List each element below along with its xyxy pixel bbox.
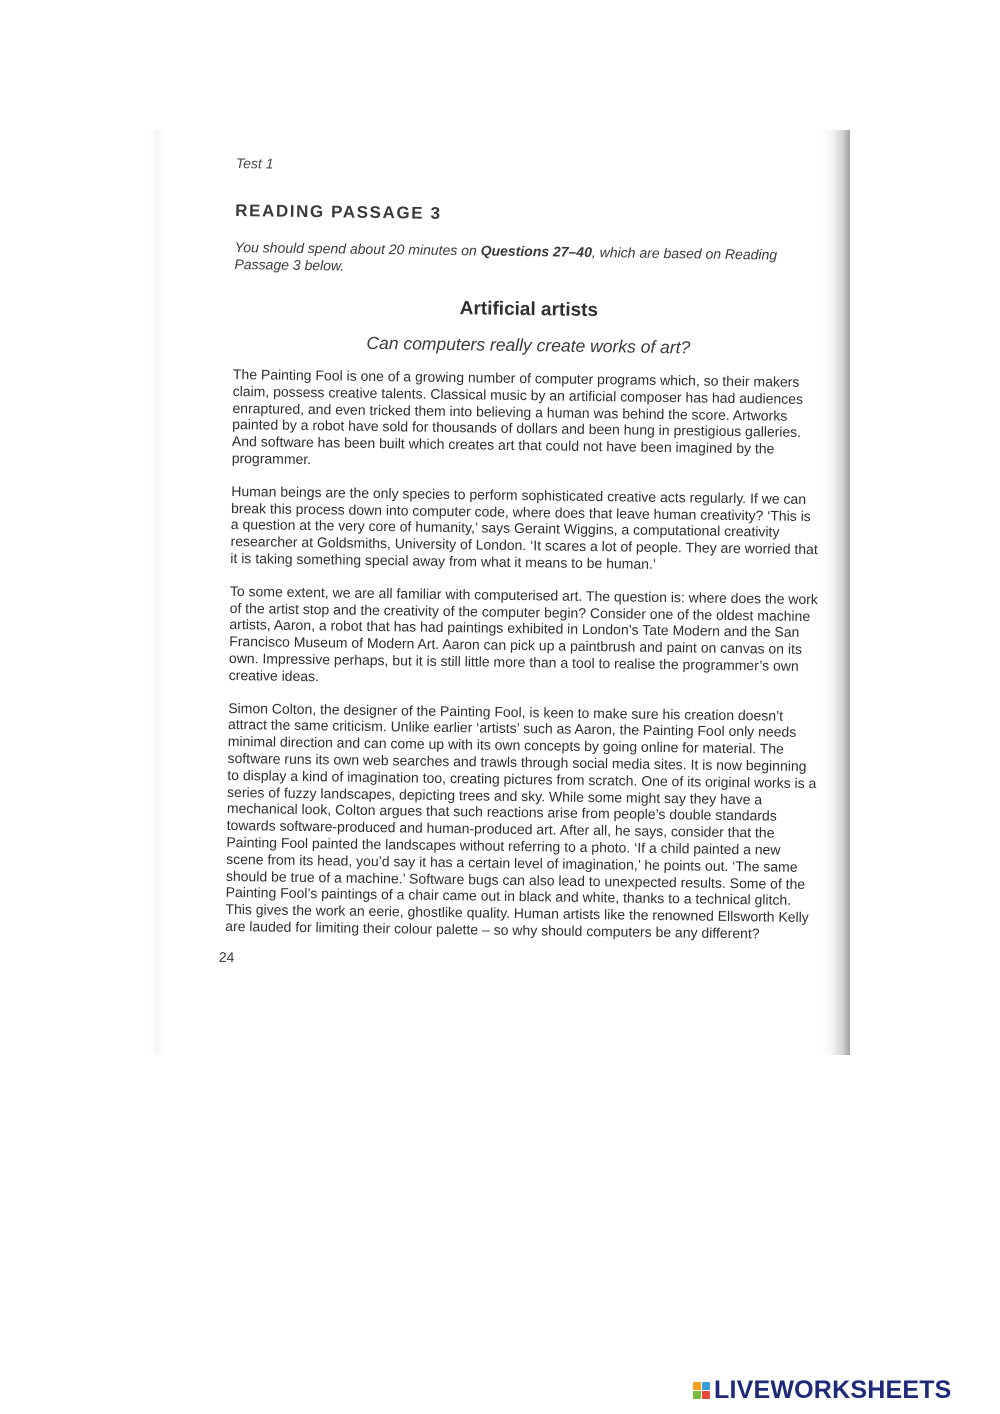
logo-square-icon: [693, 1391, 701, 1399]
scan-shadow-right: [822, 130, 850, 1055]
paragraph-4: Simon Colton, the designer of the Painting Fool, is keen to make sure his creation doesn’t attract the same criticism. Unlike earlier ‘artists’ such as Aaron, the Painting Fool only needs minimal direction and can come up with its own concepts by going online for material. The software runs its own web searches and trawls through social media sites. It is now beginning to display a kind of imagination too, creating pictures from scratch. One of its original works is a series of fuzzy landscapes, depicting trees and sky. While some might say they have a mechanical look, Colton argues that such reactions arise from people’s double standards towards software-produced and human-produced art. After all, he says, consider that the Painting Fool painted the landscapes without referring to a photo. ‘If a child painted a new scene from its head, you’d say it has a certain level of imagination,’ he points out. ‘The same should be true of a machine.’ Software bugs can also lead to unexpected results. Some of the Painting Fool’s paintings of a chair came out in black and white, thanks to a technical glitch. This gives the work an eerie, ghostlike quality. Human artists like the renowned Ellsworth Kelly are lauded for limiting their colour palette – so why should computers be any different?: [225, 699, 817, 942]
article-subtitle: Can computers really create works of art?: [366, 332, 691, 358]
page-number: 24: [218, 948, 235, 965]
paragraph-3: To some extent, we are all familiar with computerised art. The question is: where does the work of the artist stop and the creativity of the computer begin? Consider one of the oldest machine artists, Aaron, a robot that has had paintings exhibited in London’s Tate Modern and the San Francisco Museum of Modern Art. Aaron can pick up a paintbrush and paint on canvas on its own. Impressive perhaps, but it is still little more than a tool to realise the programmer’s own creative ideas.: [228, 582, 818, 684]
scanned-page: [218, 155, 826, 973]
instructions: [234, 239, 824, 281]
instructions-questions-range: Questions 27–40: [480, 242, 593, 260]
instructions-text-after: , which are based on Reading Passage 3 below.: [234, 243, 778, 274]
logo-square-icon: [702, 1382, 710, 1390]
passage-heading: READING PASSAGE 3: [235, 200, 442, 223]
liveworksheets-logo: [693, 1375, 952, 1405]
article-title: Artificial artists: [459, 298, 599, 322]
scan-shadow-left: [150, 130, 164, 1055]
paragraph-2: Human beings are the only species to perform sophisticated creative acts regularly. If we can break this process down into computer code, where does that leave human creativity? ‘This is a question at the very core of humanity,’ says Geraint Wiggins, a computational creativity researcher at Goldsmiths, University of London. ‘It scares a lot of people. They are worried that it is taking something special away from what it means to be human.’: [230, 482, 818, 572]
logo-mark-icon: [693, 1382, 710, 1399]
instructions-text-before: You should spend about 20 minutes on: [234, 238, 481, 259]
logo-text: LIVEWORKSHEETS: [714, 1375, 952, 1404]
paragraph-1: The Painting Fool is one of a growing number of computer programs which, so their makers claim, possess creative talents. Classical music by an artificial composer has had audiences enraptured, and even tricked them into believing a human was behind the score. Artworks painted by a robot have sold for thousands of dollars and been hung in prestigious galleries. And software has been built which creates art that could not have been imagined by the programmer.: [231, 365, 804, 468]
test-label: Test 1: [235, 155, 274, 172]
logo-square-icon: [693, 1382, 701, 1390]
logo-square-icon: [702, 1391, 710, 1399]
